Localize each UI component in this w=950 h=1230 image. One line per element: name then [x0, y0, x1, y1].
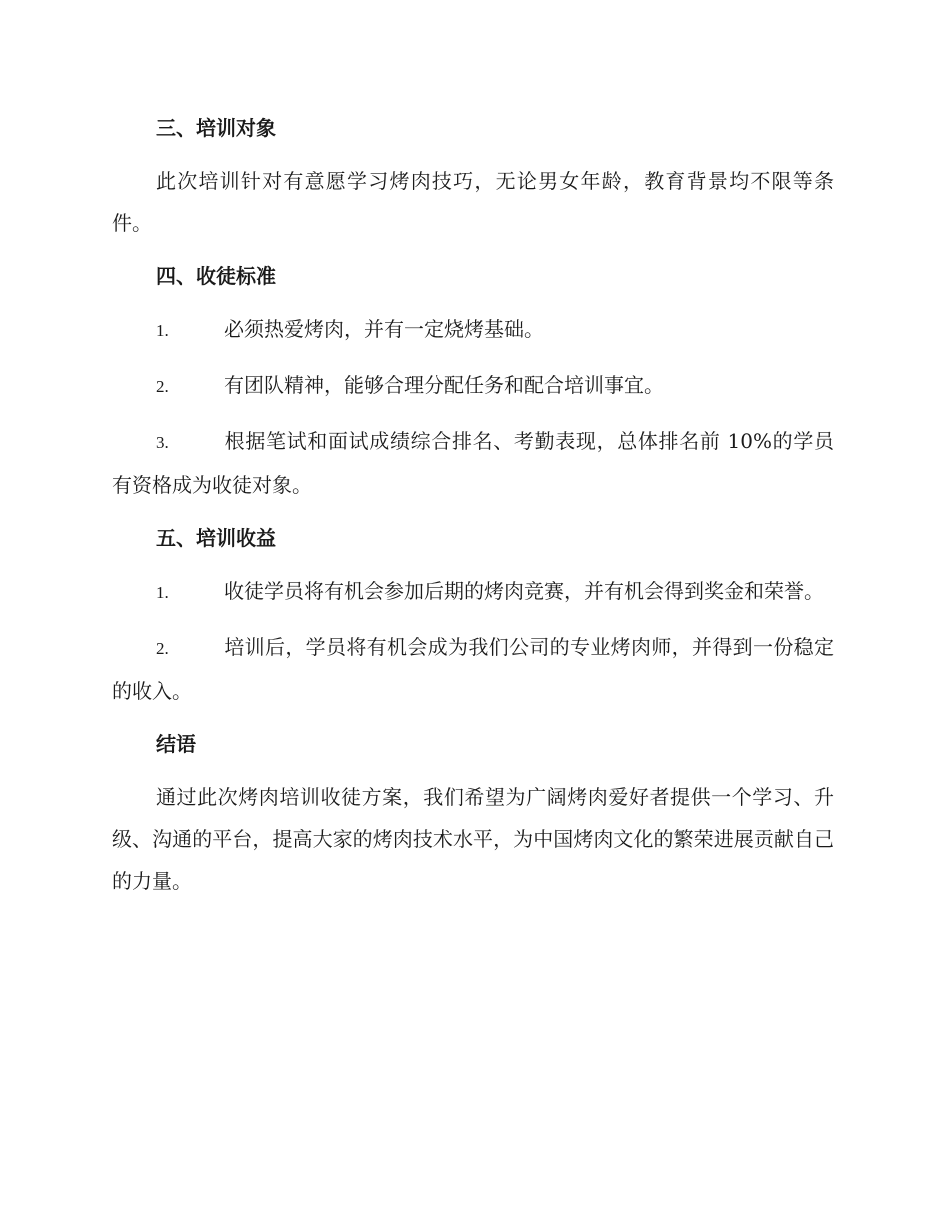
list-item-number: 2.: [156, 639, 169, 658]
document-body: [112, 108, 834, 914]
list-item-number: 2.: [156, 377, 169, 396]
section-heading-conclusion: 结语: [156, 732, 196, 756]
list-item: [112, 570, 834, 614]
list-item-number: 1.: [156, 321, 169, 340]
list-item-number: 3.: [156, 433, 169, 452]
paragraph-conclusion: 通过此次烤肉培训收徒方案，我们希望为广阔烤肉爱好者提供一个学习、升级、沟通的平台，提高大家的烤肉技术水平，为中国烤肉文化的繁荣进展贡献自己的力量。: [112, 785, 834, 893]
section-heading-apprentice-criteria: 四、收徒标准: [156, 264, 276, 288]
list-item-text: 有团队精神，能够合理分配任务和配合培训事宜。: [224, 373, 664, 397]
paragraph-target-audience: 此次培训针对有意愿学习烤肉技巧，无论男女年龄，教育背景均不限等条件。: [112, 169, 834, 235]
list-item: [112, 626, 834, 712]
list-item: [112, 308, 834, 352]
list-item-number: 1.: [156, 583, 169, 602]
section-heading-training-benefits: 五、培训收益: [156, 526, 276, 550]
list-item: [112, 364, 834, 408]
list-item-text: 必须热爱烤肉，并有一定烧烤基础。: [224, 317, 544, 341]
list-item-text: 收徒学员将有机会参加后期的烤肉竞赛，并有机会得到奖金和荣誉。: [224, 579, 824, 603]
list-item-text: 培训后，学员将有机会成为我们公司的专业烤肉师，并得到一份稳定的收入。: [112, 635, 834, 703]
list-item-text: 根据笔试和面试成绩综合排名、考勤表现，总体排名前 10%的学员有资格成为收徒对象。: [112, 429, 834, 497]
list-item: [112, 420, 834, 506]
section-heading-target-audience: 三、培训对象: [156, 116, 276, 140]
